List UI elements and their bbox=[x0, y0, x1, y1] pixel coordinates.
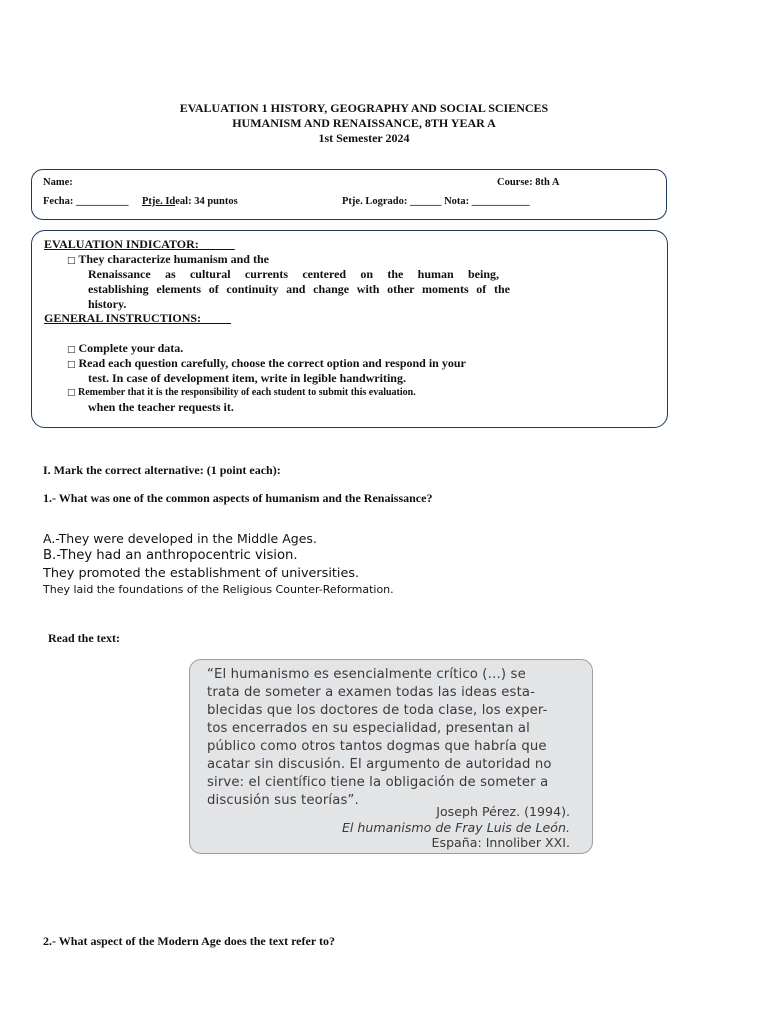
quote-author: Joseph Pérez. (1994). bbox=[436, 804, 570, 819]
question-2: 2.- What aspect of the Modern Age does the text refer to? bbox=[43, 934, 335, 948]
ptje-logrado-field[interactable]: Ptje. Logrado: ______ Nota: ___________ bbox=[342, 196, 530, 207]
exam-semester: 1st Semester 2024 bbox=[318, 131, 410, 145]
quote-book: El humanismo de Fray Luis de León. bbox=[341, 820, 570, 835]
section-title: I. Mark the correct alternative: (1 point each): bbox=[43, 463, 281, 477]
quote-line: trata de someter a examen todas las ideas esta- bbox=[207, 685, 536, 700]
checkbox-icon: □ bbox=[67, 345, 76, 355]
instruction-item-3: □ Remember that it is the responsibility of each student to submit this evaluation. bbox=[67, 387, 416, 398]
exam-title: EVALUATION 1 HISTORY, GEOGRAPHY AND SOCIAL SCIENCES bbox=[179, 101, 549, 115]
instruction-item-1: □ Complete your data. bbox=[67, 341, 184, 355]
indicator-item-line3: establishing elements of continuity and change with other moments of the bbox=[88, 282, 510, 296]
student-info-box bbox=[31, 169, 667, 220]
indicator-item-line4: history. bbox=[88, 297, 127, 311]
document-header bbox=[0, 101, 728, 146]
instruction-item-2: □ Read each question carefully, choose the correct option and respond in your bbox=[67, 356, 466, 370]
option-c[interactable]: They promoted the establishment of universities. bbox=[43, 566, 360, 581]
general-instructions-title: GENERAL INSTRUCTIONS: bbox=[44, 311, 202, 325]
checkbox-icon: □ bbox=[67, 388, 76, 398]
checkbox-icon: □ bbox=[67, 360, 76, 370]
quote-line: discusión sus teorías”. bbox=[207, 793, 359, 808]
course-label: Course: 8th A bbox=[497, 177, 560, 188]
ptje-ideal-prefix: Ptje. Id bbox=[142, 196, 176, 207]
indicator-box bbox=[31, 230, 668, 428]
ptje-ideal-label bbox=[142, 196, 238, 207]
name-label: Name: bbox=[43, 177, 73, 188]
quote-line: acatar sin discusión. El argumento de autoridad no bbox=[207, 757, 552, 772]
quote-publisher: España: Innoliber XXI. bbox=[431, 835, 570, 850]
quote-box bbox=[189, 659, 593, 854]
quote-line: tos encerrados en su especialidad, presentan al bbox=[207, 721, 530, 736]
fecha-label: Fecha: __________ bbox=[43, 196, 129, 207]
quote-line: sirve: el científico tiene la obligación de someter a bbox=[207, 775, 549, 790]
fecha-field[interactable] bbox=[43, 196, 128, 207]
quote-line: “El humanismo es esencialmente crítico (…) se bbox=[207, 667, 526, 682]
indicator-item: □ They characterize humanism and the bbox=[67, 252, 269, 266]
question-1: 1.- What was one of the common aspects of humanism and the Renaissance? bbox=[43, 491, 433, 505]
instruction-item-2-line2: test. In case of development item, write in legible handwriting. bbox=[88, 371, 406, 385]
ptje-ideal-suffix: eal: 34 puntos bbox=[175, 196, 238, 207]
quote-line: público como otros tantos dogmas que habría que bbox=[207, 739, 547, 754]
option-a[interactable]: A.-They were developed in the Middle Ages. bbox=[43, 531, 317, 546]
quote-line: blecidas que los doctores de toda clase, los exper- bbox=[207, 703, 548, 718]
instruction-item-3-line2: when the teacher requests it. bbox=[88, 400, 234, 414]
read-text-label: Read the text: bbox=[48, 631, 120, 645]
evaluation-indicator-title: EVALUATION INDICATOR: bbox=[44, 237, 199, 251]
option-d[interactable]: They laid the foundations of the Religious Counter-Reformation. bbox=[43, 583, 394, 596]
exam-subtitle: HUMANISM AND RENAISSANCE, 8TH YEAR A bbox=[232, 116, 496, 130]
checkbox-icon: □ bbox=[67, 256, 76, 266]
indicator-item-line2: Renaissance as cultural currents centered on the human being, bbox=[88, 267, 499, 281]
option-b[interactable]: B.-They had an anthropocentric vision. bbox=[43, 548, 298, 563]
